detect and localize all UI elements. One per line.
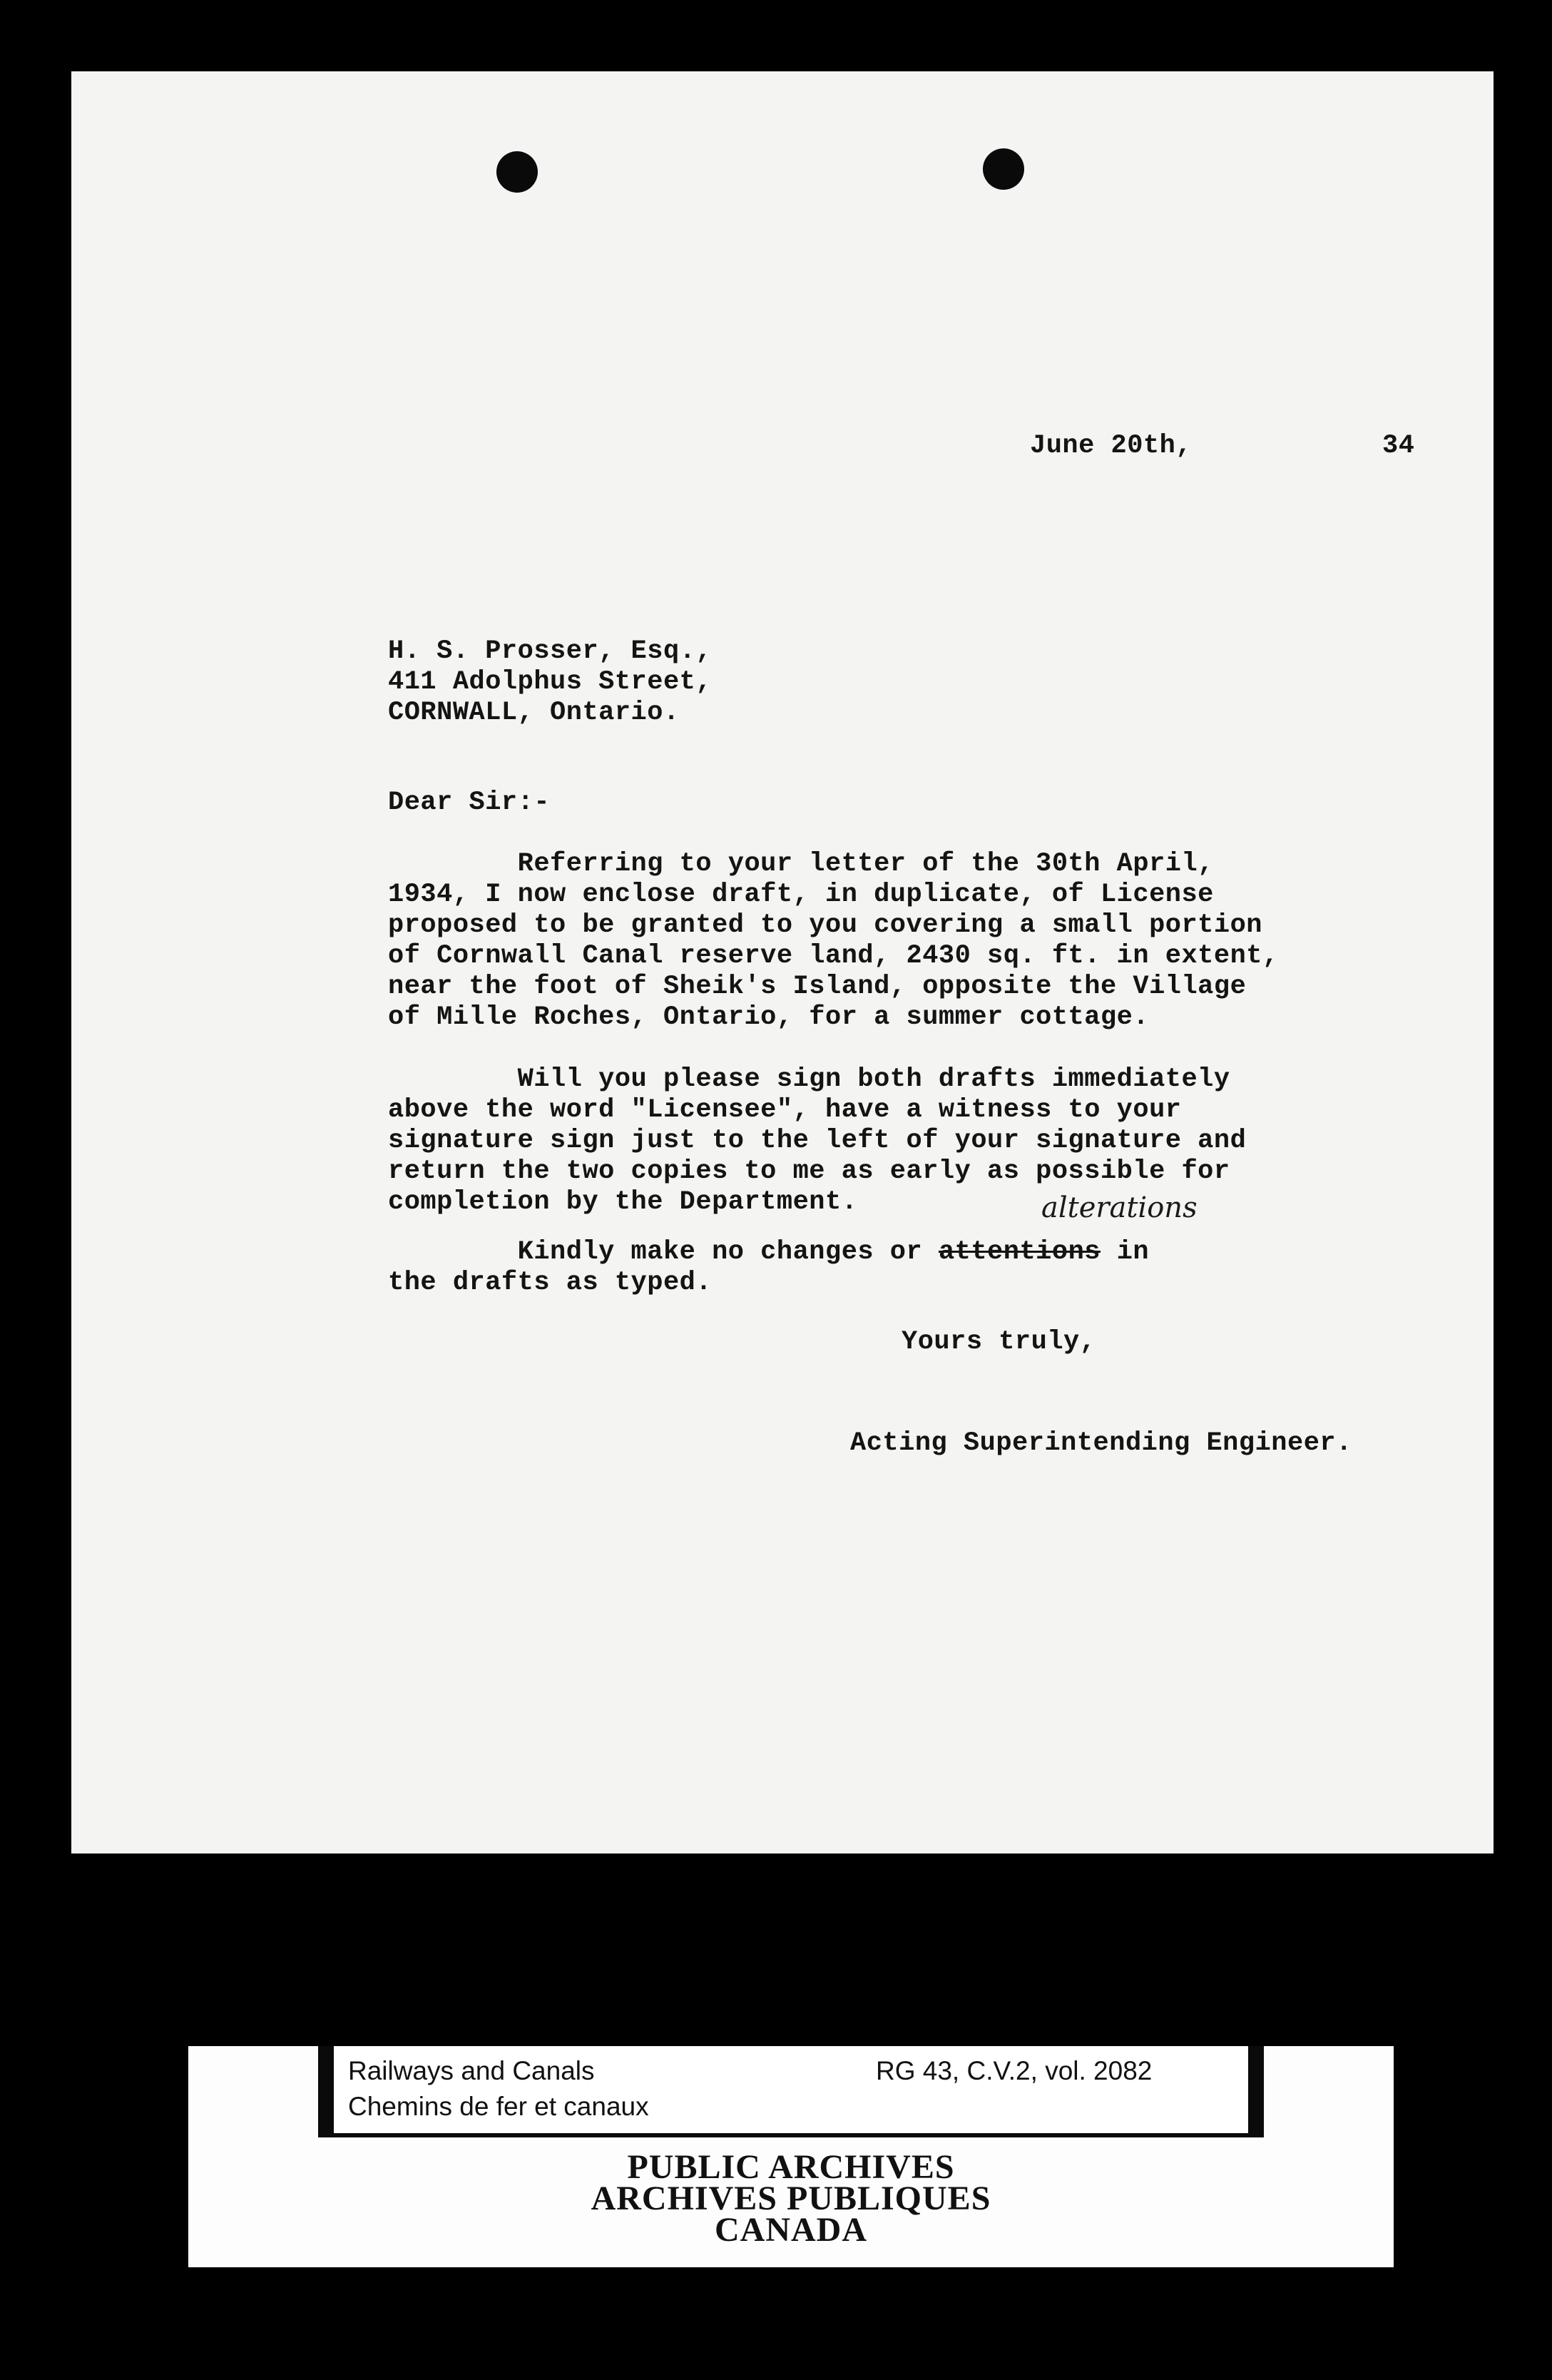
fonds-english: Railways and Canals	[348, 2056, 595, 2085]
signature-title: Acting Superintending Engineer.	[850, 1428, 1352, 1458]
handwritten-correction: alterations	[1041, 1191, 1198, 1224]
paragraph-line: above the word "Licensee", have a witness to your	[388, 1095, 1182, 1125]
paragraph-line: of Cornwall Canal reserve land, 2430 sq. ft. in extent,	[388, 941, 1279, 971]
address-line: H. S. Prosser, Esq.,	[388, 636, 713, 666]
archive-title-line-3: CANADA	[715, 2211, 867, 2249]
paragraph-line: return the two copies to me as early as possible for	[388, 1156, 1230, 1186]
paragraph-line: Referring to your letter of the 30th April,	[388, 849, 1214, 879]
paragraph-line: of Mille Roches, Ontario, for a summer cottage.	[388, 1002, 1150, 1032]
salutation: Dear Sir:-	[388, 788, 551, 818]
paragraph-line: near the foot of Sheik's Island, opposite the Village	[388, 972, 1247, 1002]
paragraph-line: signature sign just to the left of your signature and	[388, 1126, 1247, 1156]
paragraph-3-prefix: Kindly make no changes or	[388, 1237, 939, 1267]
paragraph-line: proposed to be granted to you covering a small portion	[388, 910, 1262, 940]
punch-hole-right	[983, 148, 1024, 190]
closing: Yours truly,	[902, 1327, 1096, 1357]
reference-panel	[334, 2046, 1248, 2133]
archive-reference: RG 43, C.V.2, vol. 2082	[876, 2056, 1153, 2085]
address-line: 411 Adolphus Street,	[388, 667, 713, 697]
address-line: CORNWALL, Ontario.	[388, 698, 680, 728]
paragraph-line: 1934, I now enclose draft, in duplicate, of License	[388, 880, 1214, 910]
archive-label	[188, 2046, 1394, 2267]
letter-date: June 20th,	[1030, 431, 1193, 461]
struck-word: attentions	[938, 1237, 1101, 1267]
paragraph-line	[388, 1237, 1149, 1268]
fonds-french: Chemins de fer et canaux	[348, 2092, 649, 2121]
paragraph-line: the drafts as typed.	[388, 1268, 713, 1298]
letter-sheet	[71, 71, 1494, 1853]
paragraph-line: Will you please sign both drafts immediately	[388, 1064, 1230, 1094]
letter-year-fragment: 34	[1382, 431, 1415, 461]
punch-hole-left	[496, 151, 538, 193]
archive-title-line-2: ARCHIVES PUBLIQUES	[591, 2180, 991, 2217]
paragraph-line: completion by the Department.	[388, 1187, 858, 1217]
paragraph-3-suffix: in	[1100, 1237, 1150, 1267]
archive-title-line-1: PUBLIC ARCHIVES	[627, 2148, 955, 2186]
